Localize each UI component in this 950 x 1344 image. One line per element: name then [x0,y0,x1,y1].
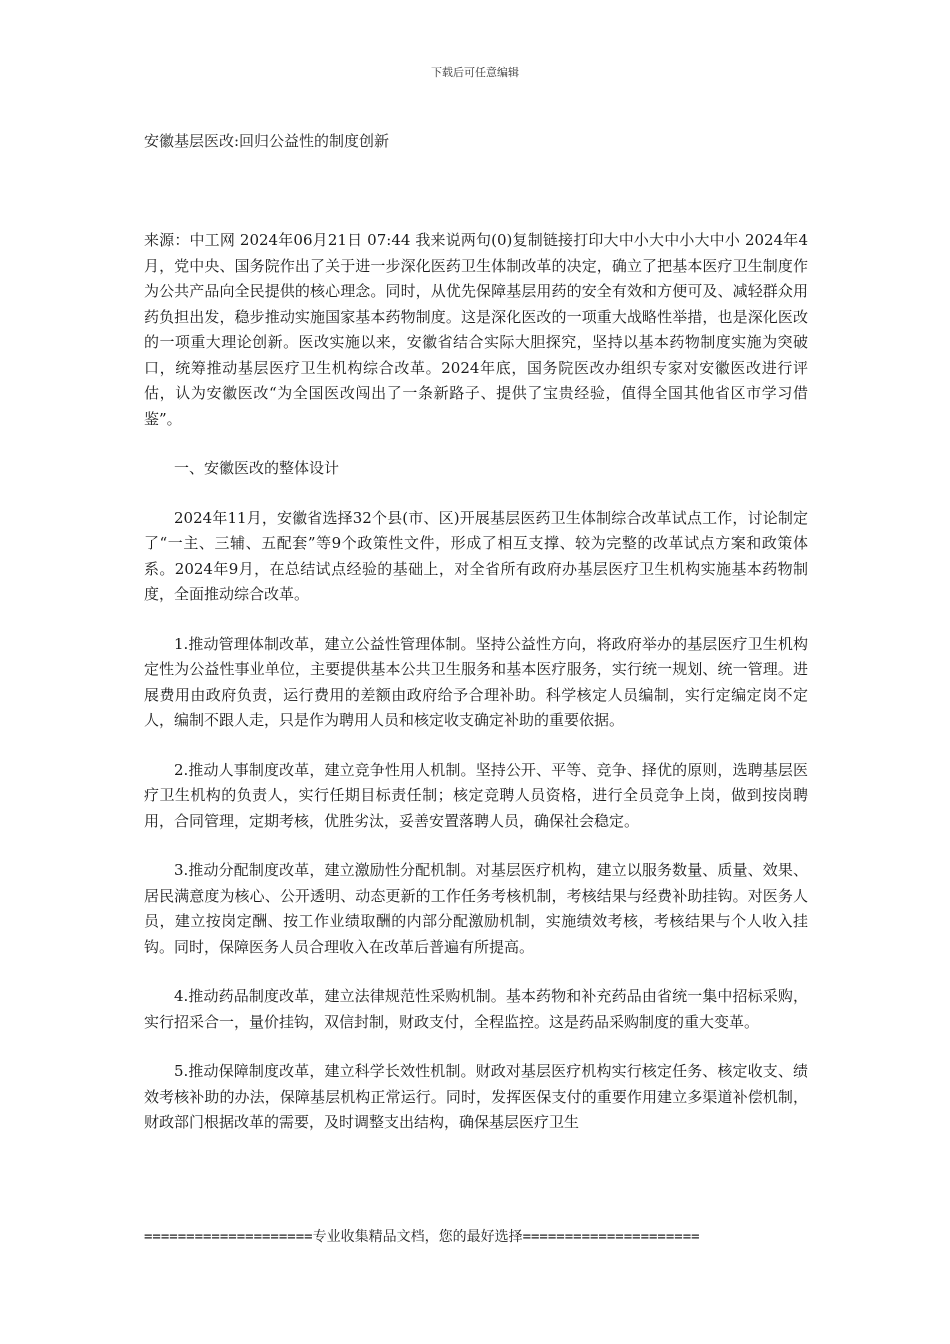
header-note: 下载后可任意编辑 [431,66,519,79]
footer-banner: ====================专业收集精品文档，您的最好选择===================== [144,1229,700,1245]
document-title: 安徽基层医改:回归公益性的制度创新 [144,132,390,150]
paragraph-item-3: 3.推动分配制度改革，建立激励性分配机制。对基层医疗机构，建立以服务数量、质量、效果、居民满意度为核心、公开透明、动态更新的工作任务考核机制，考核结果与经费补助挂钩。对医务人员，建立按岗定酬、按工作业绩取酬的内部分配激励机制，实施绩效考核，考核结果与个人收入挂钩。同时，保障医务人员合理收入在改革后普遍有所提高。 [144,861,808,956]
paragraph-item-2: 2.推动人事制度改革，建立竞争性用人机制。坚持公开、平等、竞争、择优的原则，选聘基层医疗卫生机构的负责人，实行任期目标责任制；核定竞聘人员资格，进行全员竞争上岗，做到按岗聘用，合同管理，定期考核，优胜劣汰，妥善安置落聘人员，确保社会稳定。 [144,760,808,830]
paragraph-item-5: 5.推动保障制度改革，建立科学长效性机制。财政对基层医疗机构实行核定任务、核定收支、绩效考核补助的办法，保障基层机构正常运行。同时，发挥医保支付的重要作用建立多渠道补偿机制，财政部门根据改革的需要，及时调整支出结构，确保基层医疗卫生 [144,1062,808,1131]
paragraph-source-intro: 来源：中工网 2024年06月21日 07:44 我来说两句(0)复制链接打印大中小大中小大中小 2024年4月，党中央、国务院作出了关于进一步深化医药卫生体制改革的决定，确立了把基本医疗卫生制度作为公共产品向全民提供的核心理念。同时，从优先保障基层用药的安全有效和方便可及、减轻群众用药负担出发，稳步推动实施国家基本药物制度。这是深化医改的一项重大战略性举措，也是深化医改的一项重大理论创新。医改实施以来，安徽省结合实际大胆探究，坚持以基本药物制度实施为突破口，统筹推动基层医疗卫生机构综合改革。2024年底，国务院医改办组织专家对安徽医改进行评估，认为安徽医改“为全国医改闯出了一条新路子、提供了宝贵经验，值得全国其他省区市学习借鉴”。 [144,231,808,428]
section-heading: 一、安徽医改的整体设计 [174,459,340,477]
paragraph-item-4: 4.推动药品制度改革，建立法律规范性采购机制。基本药物和补充药品由省统一集中招标采购，实行招采合一，量价挂钩，双信封制，财政支付，全程监控。这是药品采购制度的重大变革。 [144,987,808,1031]
paragraph-overview: 2024年11月，安徽省选择32个县(市、区)开展基层医药卫生体制综合改革试点工作，讨论制定了“一主、三辅、五配套”等9个政策性文件，形成了相互支撑、较为完整的改革试点方案和政策体系。2024年9月，在总结试点经验的基础上，对全省所有政府办基层医疗卫生机构实施基本药物制度，全面推动综合改革。 [144,508,808,603]
paragraph-item-1: 1.推动管理体制改革，建立公益性管理体制。坚持公益性方向，将政府举办的基层医疗卫生机构定性为公益性事业单位，主要提供基本公共卫生服务和基本医疗服务，实行统一规划、统一管理。进展费用由政府负责，运行费用的差额由政府给予合理补助。科学核定人员编制，实行定编定岗不定人，编制不跟人走，只是作为聘用人员和核定收支确定补助的重要依据。 [144,634,808,729]
document-body [144,228,808,1160]
